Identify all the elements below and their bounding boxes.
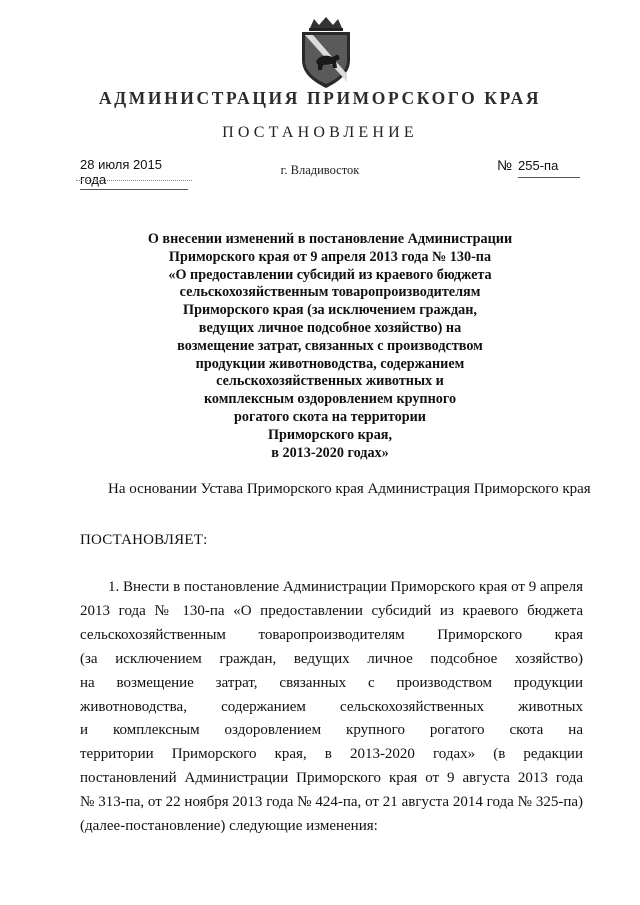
- document-title: [110, 231, 550, 462]
- title-line: рогатого скота на территории: [234, 408, 426, 425]
- paragraph-line: 1. Внести в постановление Администрации Приморского края от 9 апреля: [108, 579, 583, 595]
- paragraph-line: 2013 года № 130-па «О предоставлении субсидий из краевого бюджета: [80, 602, 583, 619]
- paragraph-line: животноводства, содержанием сельскохозяйственных животных: [80, 698, 583, 715]
- title-line: сельскохозяйственных животных и: [216, 373, 444, 390]
- paragraph-line: на возмещение затрат, связанных с производством продукции: [80, 674, 583, 691]
- paragraph-1: [80, 576, 583, 839]
- paragraph-line: (далее-постановление) следующие изменения:: [80, 818, 378, 835]
- document-date: 28 июля 2015 года: [80, 157, 188, 190]
- title-line: ведущих личное подсобное хозяйство) на: [198, 319, 462, 336]
- basis-statement: На основании Устава Приморского края Администрация Приморского края: [108, 481, 591, 497]
- paragraph-line: сельскохозяйственным товаропроизводителям Приморского края: [80, 626, 583, 643]
- title-line: возмещение затрат, связанных с производством: [177, 337, 483, 354]
- document-type: ПОСТАНОВЛЕНИЕ: [222, 124, 418, 141]
- title-line: Приморского края от 9 апреля 2013 года № 130-па: [168, 248, 492, 265]
- paragraph-line: № 313-па, от 22 ноября 2013 года № 424-па, от 21 августа 2014 года № 325-па): [80, 794, 583, 811]
- title-line: в 2013-2020 годах»: [271, 444, 389, 461]
- title-line: продукции животноводства, содержанием: [195, 355, 465, 372]
- paragraph-line: территории Приморского края, в 2013-2020 годах» (в редакции: [80, 746, 583, 763]
- paragraph-line: и комплексным оздоровлением крупного рогатого скота на: [80, 722, 583, 739]
- paragraph-line: (за исключением граждан, ведущих личное подсобное хозяйство): [80, 650, 583, 667]
- decree-heading: ПОСТАНОВЛЯЕТ:: [80, 532, 208, 548]
- document-number: [497, 157, 579, 173]
- date-underline: [76, 180, 192, 181]
- number-underline: [518, 177, 580, 178]
- title-line: О внесении изменений в постановление Администрации: [147, 231, 513, 247]
- paragraph-line: постановлений Администрации Приморского края от 9 августа 2013 года: [80, 770, 583, 787]
- title-line: комплексным оздоровлением крупного: [203, 391, 457, 408]
- document-city: г. Владивосток: [280, 163, 360, 177]
- title-line: сельскохозяйственным товаропроизводителям: [179, 284, 481, 301]
- organization-name: АДМИНИСТРАЦИЯ ПРИМОРСКОГО КРАЯ: [98, 88, 542, 108]
- title-line: Приморского края (за исключением граждан,: [183, 302, 477, 319]
- title-line: «О предоставлении субсидий из краевого бюджета: [168, 266, 492, 283]
- coat-of-arms-icon: [296, 16, 356, 90]
- number-sign: №: [497, 157, 513, 173]
- number-value: 255-па: [518, 158, 559, 173]
- title-line: Приморского края,: [267, 426, 393, 443]
